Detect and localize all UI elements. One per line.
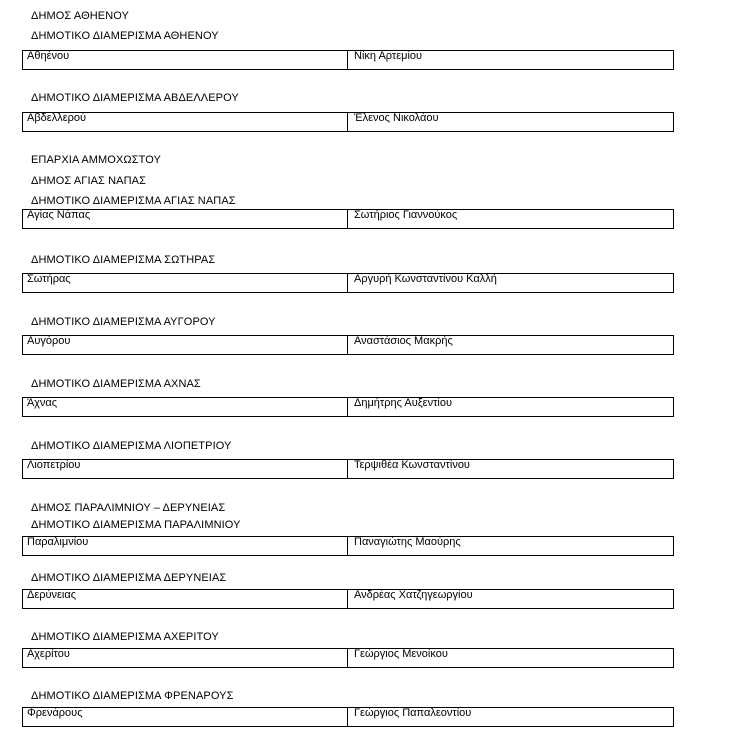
place-cell: Αχερίτου [23, 649, 348, 667]
table-row [22, 707, 674, 727]
district-heading: ΔΗΜΟΤΙΚΟ ΔΙΑΜΕΡΙΣΜΑ ΑΓΙΑΣ ΝΑΠΑΣ [31, 195, 236, 207]
place-cell: Σωτήρας [23, 274, 348, 292]
place-cell: Άχνας [23, 398, 348, 416]
place-cell: Δερύνειας [23, 590, 348, 608]
table-row [22, 209, 674, 229]
person-cell: Τερψιθέα Κωνσταντίνου [354, 460, 470, 471]
person-cell: Γεώργιος Μενοίκου [354, 649, 448, 660]
table-row [22, 112, 674, 132]
person-cell: Αργυρή Κωνσταντίνου Καλλή [354, 274, 497, 285]
place-cell: Αυγόρου [23, 336, 348, 354]
table-row [22, 273, 674, 293]
table-row [22, 397, 674, 417]
district-heading: ΔΗΜΟΤΙΚΟ ΔΙΑΜΕΡΙΣΜΑ ΑΘΗΕΝΟΥ [31, 30, 219, 42]
district-heading: ΔΗΜΟΤΙΚΟ ΔΙΑΜΕΡΙΣΜΑ ΛΙΟΠΕΤΡΙΟΥ [31, 440, 232, 452]
place-cell: Αγίας Νάπας [23, 210, 348, 228]
district-heading: ΔΗΜΟΤΙΚΟ ΔΙΑΜΕΡΙΣΜΑ ΣΩΤΗΡΑΣ [31, 254, 216, 266]
person-cell: Γεώργιος Παπαλεοντίου [354, 708, 472, 719]
district-heading: ΔΗΜΟΤΙΚΟ ΔΙΑΜΕΡΙΣΜΑ ΠΑΡΑΛΙΜΝΙΟΥ [31, 519, 241, 531]
district-heading: ΔΗΜΟΤΙΚΟ ΔΙΑΜΕΡΙΣΜΑ ΑΧΝΑΣ [31, 378, 201, 390]
district-heading: ΔΗΜΟΤΙΚΟ ΔΙΑΜΕΡΙΣΜΑ ΑΒΔΕΛΛΕΡΟΥ [31, 92, 239, 104]
person-cell: Παναγιώτης Μαούρης [354, 537, 461, 548]
person-cell: Νίκη Αρτεμίου [354, 51, 423, 62]
table-row [22, 536, 674, 556]
table-row [22, 459, 674, 479]
place-cell: Παραλιμνίου [23, 537, 348, 555]
person-cell: Αναστάσιος Μακρής [354, 336, 453, 347]
province-heading: ΕΠΑΡΧΙΑ ΑΜΜΟΧΩΣΤΟΥ [31, 154, 161, 166]
municipality-heading: ΔΗΜΟΣ ΑΓΙΑΣ ΝΑΠΑΣ [31, 175, 146, 187]
place-cell: Φρενάρους [23, 708, 348, 726]
person-cell: Σωτήριος Γιαννούκος [354, 210, 458, 221]
district-heading: ΔΗΜΟΤΙΚΟ ΔΙΑΜΕΡΙΣΜΑ ΑΥΓΟΡΟΥ [31, 316, 216, 328]
table-row [22, 335, 674, 355]
person-cell: Δημήτρης Αυξεντίου [354, 398, 452, 409]
municipality-heading: ΔΗΜΟΣ ΑΘΗΕΝΟΥ [31, 10, 129, 22]
district-heading: ΔΗΜΟΤΙΚΟ ΔΙΑΜΕΡΙΣΜΑ ΔΕΡΥΝΕΙΑΣ [31, 572, 227, 584]
place-cell: Αθηένου [23, 51, 348, 69]
table-row [22, 589, 674, 609]
district-heading: ΔΗΜΟΤΙΚΟ ΔΙΑΜΕΡΙΣΜΑ ΑΧΕΡΙΤΟΥ [31, 631, 219, 643]
municipality-heading: ΔΗΜΟΣ ΠΑΡΑΛΙΜΝΙΟΥ – ΔΕΡΥΝΕΙΑΣ [31, 502, 226, 514]
district-heading: ΔΗΜΟΤΙΚΟ ΔΙΑΜΕΡΙΣΜΑ ΦΡΕΝΑΡΟΥΣ [31, 690, 234, 702]
table-row [22, 50, 674, 70]
table-row [22, 648, 674, 668]
place-cell: Αβδελλερού [23, 113, 348, 131]
person-cell: Έλενος Νικολάου [354, 113, 439, 124]
place-cell: Λιοπετρίου [23, 460, 348, 478]
person-cell: Ανδρέας Χατζηγεωργίου [354, 590, 473, 601]
